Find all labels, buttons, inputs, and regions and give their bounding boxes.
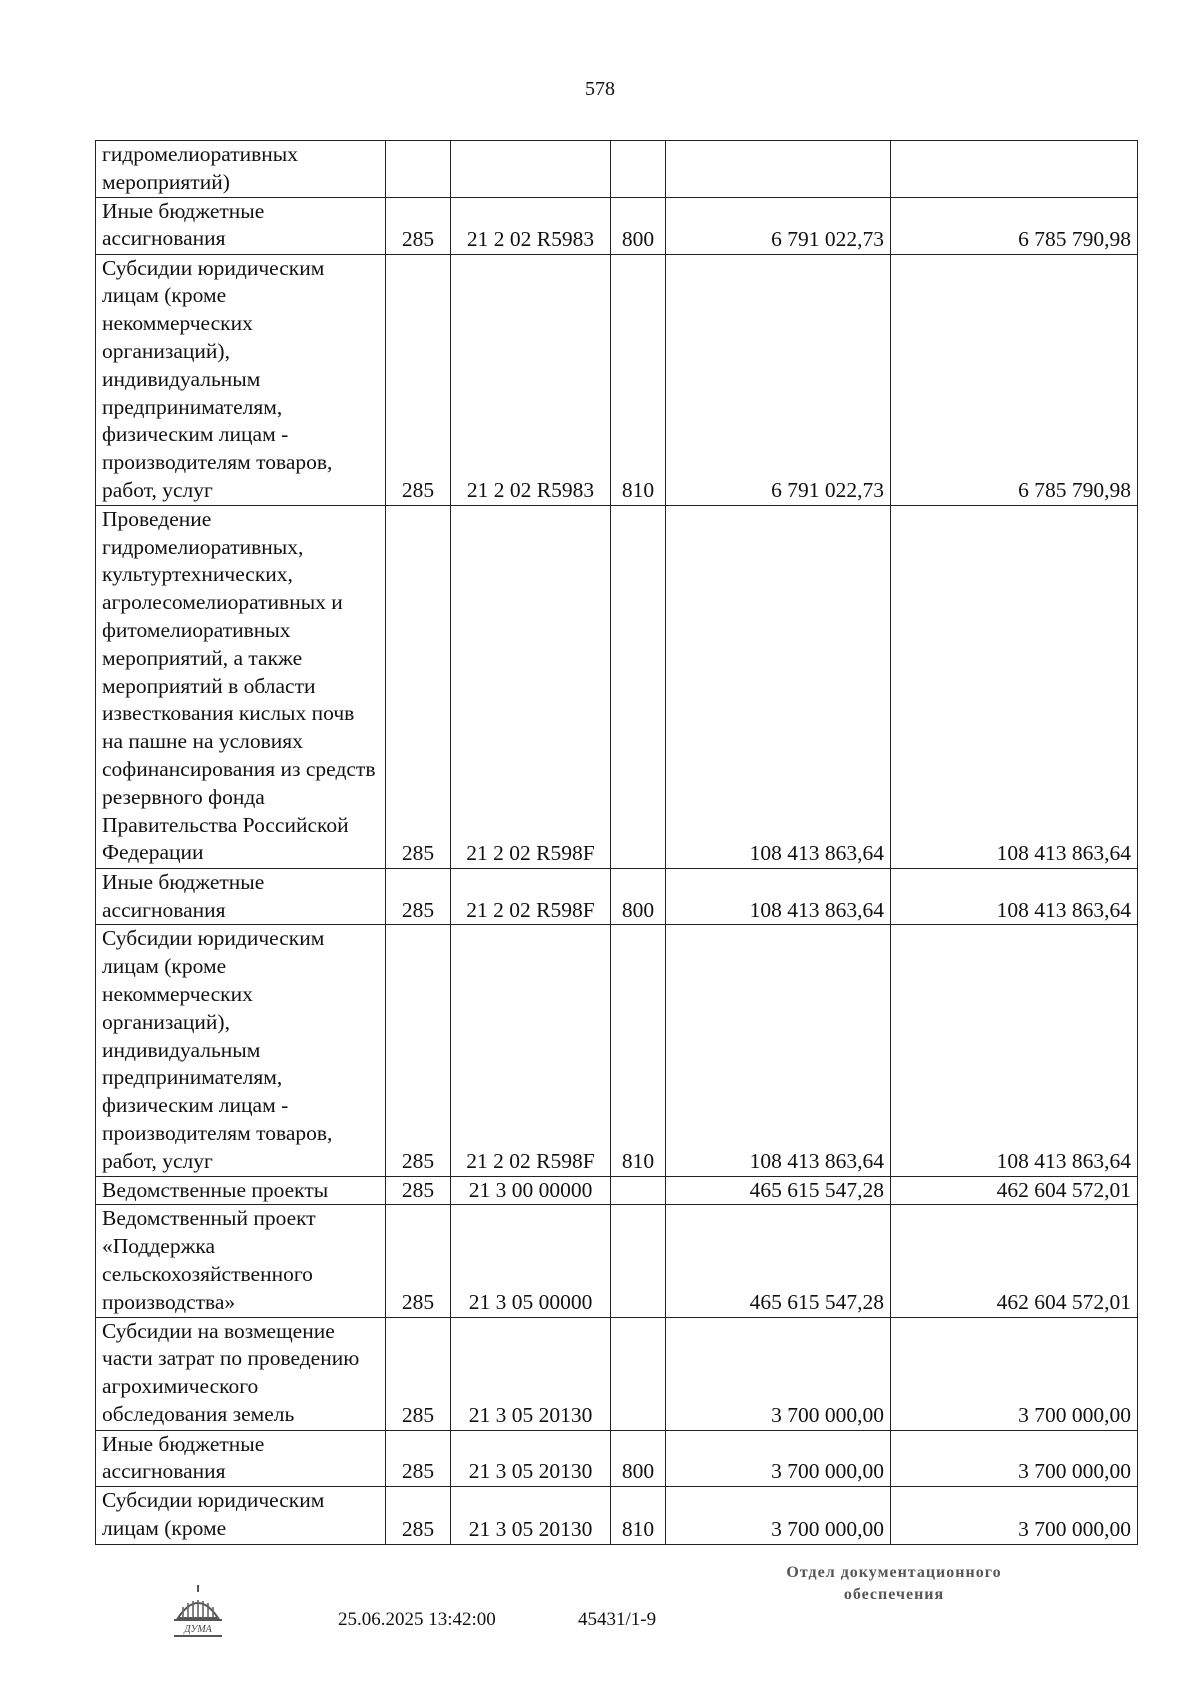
row-vr [611, 1205, 666, 1317]
row-name: Иные бюджетные ассигнования [96, 197, 386, 254]
row-sum-1 [666, 141, 891, 198]
table-row [96, 141, 1138, 198]
row-vr: 800 [611, 197, 666, 254]
budget-table [95, 140, 1138, 1545]
stamp-line-2: обеспечения [843, 1586, 945, 1603]
row-name: Проведение гидромелиоративных, культуртехнических, агролесомелиоративных и фитомелиоративных мероприятий, а также мероприятий в области известкования кислых почв на пашне на условиях софинансирования из средств резервного фонда Правительства Российской Федерации [96, 505, 386, 868]
footer-doc-number: 45431/1-9 [578, 1609, 657, 1630]
row-name: Ведомственные проекты [96, 1176, 386, 1205]
row-vr [611, 1176, 666, 1205]
row-sum-1: 3 700 000,00 [666, 1430, 891, 1487]
row-sum-2: 108 413 863,64 [891, 925, 1138, 1176]
row-sum-2: 6 785 790,98 [891, 197, 1138, 254]
row-sum-1: 108 413 863,64 [666, 505, 891, 868]
row-grbs: 285 [386, 868, 451, 925]
row-code: 21 2 02 R5983 [451, 197, 611, 254]
table-row [96, 1176, 1138, 1205]
row-sum-1: 108 413 863,64 [666, 925, 891, 1176]
table-row [96, 505, 1138, 868]
row-grbs: 285 [386, 197, 451, 254]
table-row [96, 1487, 1138, 1545]
row-sum-2: 6 785 790,98 [891, 254, 1138, 505]
row-vr: 810 [611, 925, 666, 1176]
logo-text: ДУМА [184, 1624, 212, 1635]
row-sum-1: 465 615 547,28 [666, 1205, 891, 1317]
row-grbs: 285 [386, 1430, 451, 1487]
table-row [96, 925, 1138, 1176]
row-code: 21 3 05 20130 [451, 1317, 611, 1430]
row-sum-1: 6 791 022,73 [666, 197, 891, 254]
row-vr [611, 141, 666, 198]
row-code: 21 2 02 R598F [451, 505, 611, 868]
row-vr [611, 1317, 666, 1430]
row-name: Субсидии юридическим лицам (кроме [96, 1487, 386, 1545]
row-grbs: 285 [386, 1176, 451, 1205]
row-grbs: 285 [386, 505, 451, 868]
row-name: Иные бюджетные ассигнования [96, 1430, 386, 1487]
row-name: Иные бюджетные ассигнования [96, 868, 386, 925]
department-stamp [744, 1562, 1044, 1606]
row-sum-2: 3 700 000,00 [891, 1317, 1138, 1430]
row-sum-2: 462 604 572,01 [891, 1176, 1138, 1205]
row-grbs: 285 [386, 925, 451, 1176]
row-grbs: 285 [386, 254, 451, 505]
row-sum-2: 3 700 000,00 [891, 1487, 1138, 1545]
row-vr: 810 [611, 1487, 666, 1545]
row-sum-1: 6 791 022,73 [666, 254, 891, 505]
table-row [96, 1317, 1138, 1430]
row-sum-2 [891, 141, 1138, 198]
table-row [96, 254, 1138, 505]
duma-logo-icon [170, 1580, 226, 1640]
row-code: 21 3 05 20130 [451, 1430, 611, 1487]
row-name: Субсидии на возмещение части затрат по проведению агрохимического обследования земель [96, 1317, 386, 1430]
row-code: 21 2 02 R598F [451, 925, 611, 1176]
row-sum-1: 3 700 000,00 [666, 1487, 891, 1545]
table-row [96, 197, 1138, 254]
row-sum-2: 462 604 572,01 [891, 1205, 1138, 1317]
row-code: 21 2 02 R598F [451, 868, 611, 925]
page-number: 578 [585, 78, 615, 100]
row-vr: 810 [611, 254, 666, 505]
row-sum-2: 108 413 863,64 [891, 868, 1138, 925]
row-sum-2: 108 413 863,64 [891, 505, 1138, 868]
table-row [96, 1430, 1138, 1487]
row-vr: 800 [611, 1430, 666, 1487]
row-grbs: 285 [386, 1317, 451, 1430]
row-grbs: 285 [386, 1205, 451, 1317]
row-name: Субсидии юридическим лицам (кроме некоммерческих организаций), индивидуальным предпринимателям, физическим лицам - производителям товаров, работ, услуг [96, 925, 386, 1176]
row-sum-2: 3 700 000,00 [891, 1430, 1138, 1487]
row-grbs: 285 [386, 1487, 451, 1545]
row-code: 21 3 05 00000 [451, 1205, 611, 1317]
row-code [451, 141, 611, 198]
row-sum-1: 108 413 863,64 [666, 868, 891, 925]
row-code: 21 2 02 R5983 [451, 254, 611, 505]
row-name: Субсидии юридическим лицам (кроме некоммерческих организаций), индивидуальным предпринимателям, физическим лицам - производителям товаров, работ, услуг [96, 254, 386, 505]
row-vr [611, 505, 666, 868]
row-code: 21 3 00 00000 [451, 1176, 611, 1205]
row-vr: 800 [611, 868, 666, 925]
row-name: Ведомственный проект «Поддержка сельскохозяйственного производства» [96, 1205, 386, 1317]
stamp-line-1: Отдел документационного [786, 1564, 1002, 1581]
row-name: гидромелиоративных мероприятий) [96, 141, 386, 198]
row-sum-1: 3 700 000,00 [666, 1317, 891, 1430]
table-row [96, 868, 1138, 925]
footer-datetime: 25.06.2025 13:42:00 [338, 1609, 496, 1630]
row-grbs [386, 141, 451, 198]
table-row [96, 1205, 1138, 1317]
row-code: 21 3 05 20130 [451, 1487, 611, 1545]
row-sum-1: 465 615 547,28 [666, 1176, 891, 1205]
